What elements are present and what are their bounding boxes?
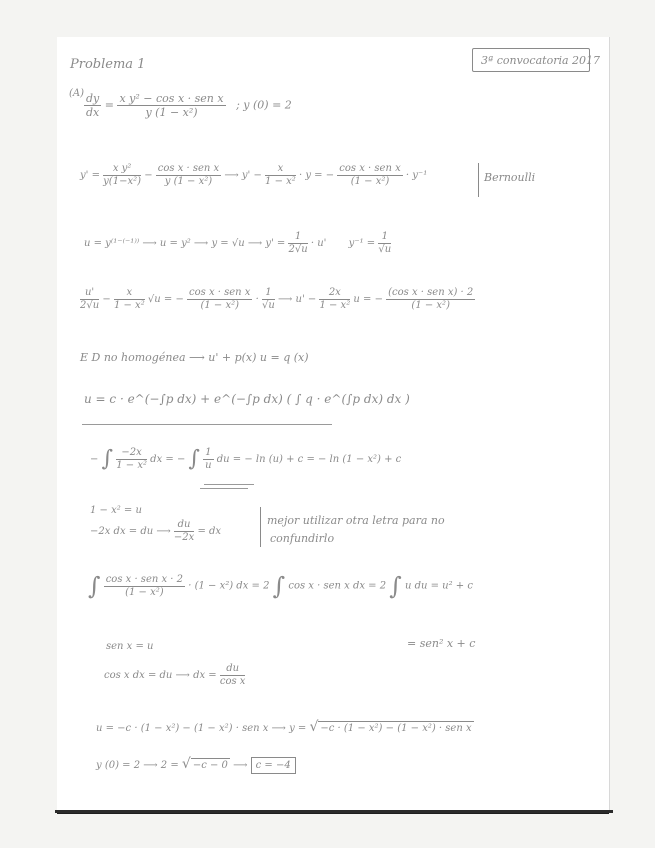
fraction-denominator: 2√u	[288, 244, 308, 255]
fraction-numerator: x y²	[103, 164, 141, 176]
session-box	[472, 48, 601, 72]
math-text: u = y⁽¹⁻⁽⁻¹⁾⁾ ⟶ u = y² ⟶ y = √u ⟶ y' =	[84, 238, 286, 249]
sqrt-sign: √	[181, 756, 191, 772]
math-text: cos x · sen x dx = 2	[288, 580, 387, 592]
math-text: u du = u² + c	[404, 580, 473, 592]
integral-sign: ∫	[272, 572, 286, 600]
sqrt-sign: √	[309, 719, 319, 735]
underline	[200, 488, 248, 489]
section-divider	[82, 424, 332, 425]
math-text: y' =	[80, 170, 100, 181]
math-text: u = −c · (1 − x²) − (1 − x²) · sen x ⟶ y =	[96, 723, 307, 734]
fraction-numerator: 1	[205, 447, 212, 458]
fraction-denominator: 1 − x²	[265, 176, 296, 187]
integral-sign: ∫	[101, 446, 114, 472]
math-text: · (1 − x²) dx = 2	[188, 580, 270, 592]
fraction-numerator: 1	[378, 232, 391, 244]
equation-ode	[84, 93, 292, 118]
math-text: · u'	[310, 238, 327, 249]
fraction-denominator: −2x	[173, 532, 195, 543]
fraction-denominator: y(1−x²)	[103, 176, 141, 187]
sqrt-radicand: −c − 0	[192, 760, 228, 771]
bernoulli-note: Bernoulli	[484, 171, 536, 184]
equation-general-solution: u = c · e^(−∫p dx) + e^(−∫p dx) ( ∫ q · e^(∫p dx) dx )	[84, 392, 410, 406]
note-bracket	[260, 507, 261, 547]
fraction-denominator: (1 − x²)	[200, 300, 239, 311]
math-text: √u = −	[147, 294, 184, 305]
equation-initial-value	[96, 757, 296, 771]
fraction-numerator: u'	[80, 288, 99, 300]
equation-bernoulli-form	[80, 164, 427, 187]
fraction-numerator: x	[265, 164, 296, 176]
math-text: · y⁻¹	[405, 170, 428, 181]
fraction-denominator: (1 − x²)	[350, 176, 390, 187]
page-bottom-edge	[55, 810, 613, 813]
problem-title: Problema 1	[70, 57, 146, 72]
math-text: y (0) = 2 ⟶ 2 =	[96, 760, 179, 771]
equation-linear-form	[80, 288, 475, 311]
fraction-denominator: (1 − x²)	[411, 300, 450, 311]
math-text: ⟶	[233, 760, 248, 771]
math-text: u = −	[353, 294, 383, 305]
math-text: ·	[255, 294, 259, 305]
fraction-denominator: dx	[86, 106, 100, 119]
fraction-denominator: √u	[262, 300, 275, 311]
fraction-denominator: 1 − x²	[319, 300, 351, 311]
session-label: 3ª convocatoria 2017	[481, 54, 601, 67]
substitution-sen: sen x = u	[106, 641, 154, 652]
fraction-numerator: 1	[288, 232, 307, 244]
equation-nonhomogeneous: E D no homogénea ⟶ u' + p(x) u = q (x)	[80, 351, 309, 364]
equation-substitution	[84, 232, 391, 255]
math-text: −	[90, 454, 99, 465]
fraction-numerator: −2x	[116, 448, 147, 460]
math-text: −	[144, 170, 153, 181]
equation-integral-p	[90, 448, 401, 471]
substitution-cos	[104, 664, 245, 687]
fraction-numerator: dy	[86, 92, 100, 105]
math-text: −	[102, 294, 111, 305]
fraction-numerator: 2x	[319, 288, 350, 300]
math-text: = dx	[197, 526, 222, 537]
result-sen-squared: = sen² x + c	[407, 637, 476, 650]
fraction-numerator: 1	[262, 288, 275, 300]
equation-u-solution	[96, 720, 474, 734]
fraction-denominator: cos x	[219, 676, 246, 687]
fraction-numerator: du	[220, 664, 246, 676]
note-line-1: mejor utilizar otra letra para no	[267, 514, 445, 527]
fraction-numerator: cos x · sen x	[189, 287, 251, 298]
math-text: du = − ln (u) + c = − ln (1 − x²) + c	[216, 454, 402, 465]
fraction-denominator: 2√u	[80, 300, 100, 311]
fraction-numerator: x	[114, 288, 145, 300]
substitution-du	[90, 520, 221, 543]
equals-sign: =	[104, 98, 114, 112]
fraction-denominator: √u	[378, 244, 392, 255]
note-bracket	[478, 163, 479, 197]
math-text: ⟶ y' −	[224, 170, 262, 181]
fraction-denominator: (1 − x²)	[125, 586, 164, 598]
integral-sign: ∫	[88, 572, 101, 600]
fraction-numerator: x y² − cos x · sen x	[119, 92, 224, 105]
fraction-numerator: cos x · sen x	[157, 163, 220, 174]
math-text: y⁻¹ =	[348, 238, 376, 249]
fraction-denominator: 1 − x²	[113, 300, 145, 311]
fraction-denominator: y (1 − x²)	[145, 106, 198, 119]
underline	[204, 484, 254, 485]
math-text: dx = −	[150, 454, 186, 465]
fraction-denominator: u	[205, 460, 212, 471]
integral-sign: ∫	[188, 446, 200, 472]
math-text: −2x dx = du ⟶	[90, 526, 171, 537]
sqrt-radicand: −c · (1 − x²) − (1 − x²) · sen x	[320, 723, 472, 734]
fraction-denominator: 1 − x²	[116, 460, 147, 471]
fraction-numerator: du	[174, 520, 194, 532]
initial-condition: ; y (0) = 2	[236, 98, 292, 112]
substitution-u: 1 − x² = u	[90, 505, 142, 516]
note-line-2: confundirlo	[270, 532, 335, 545]
boxed-result: c = −4	[251, 757, 296, 774]
integral-sign: ∫	[389, 572, 402, 600]
part-label: (A)	[69, 88, 85, 99]
fraction-numerator: cos x · sen x · 2	[105, 573, 184, 585]
math-text: cos x dx = du ⟶ dx =	[104, 670, 217, 681]
math-text: · y = −	[298, 170, 335, 181]
fraction-denominator: y (1 − x²)	[164, 176, 213, 187]
fraction-numerator: (cos x · sen x) · 2	[388, 287, 474, 298]
equation-integral-q	[88, 574, 473, 598]
fraction-numerator: cos x · sen x	[339, 163, 401, 174]
math-text: ⟶ u' −	[278, 294, 317, 305]
